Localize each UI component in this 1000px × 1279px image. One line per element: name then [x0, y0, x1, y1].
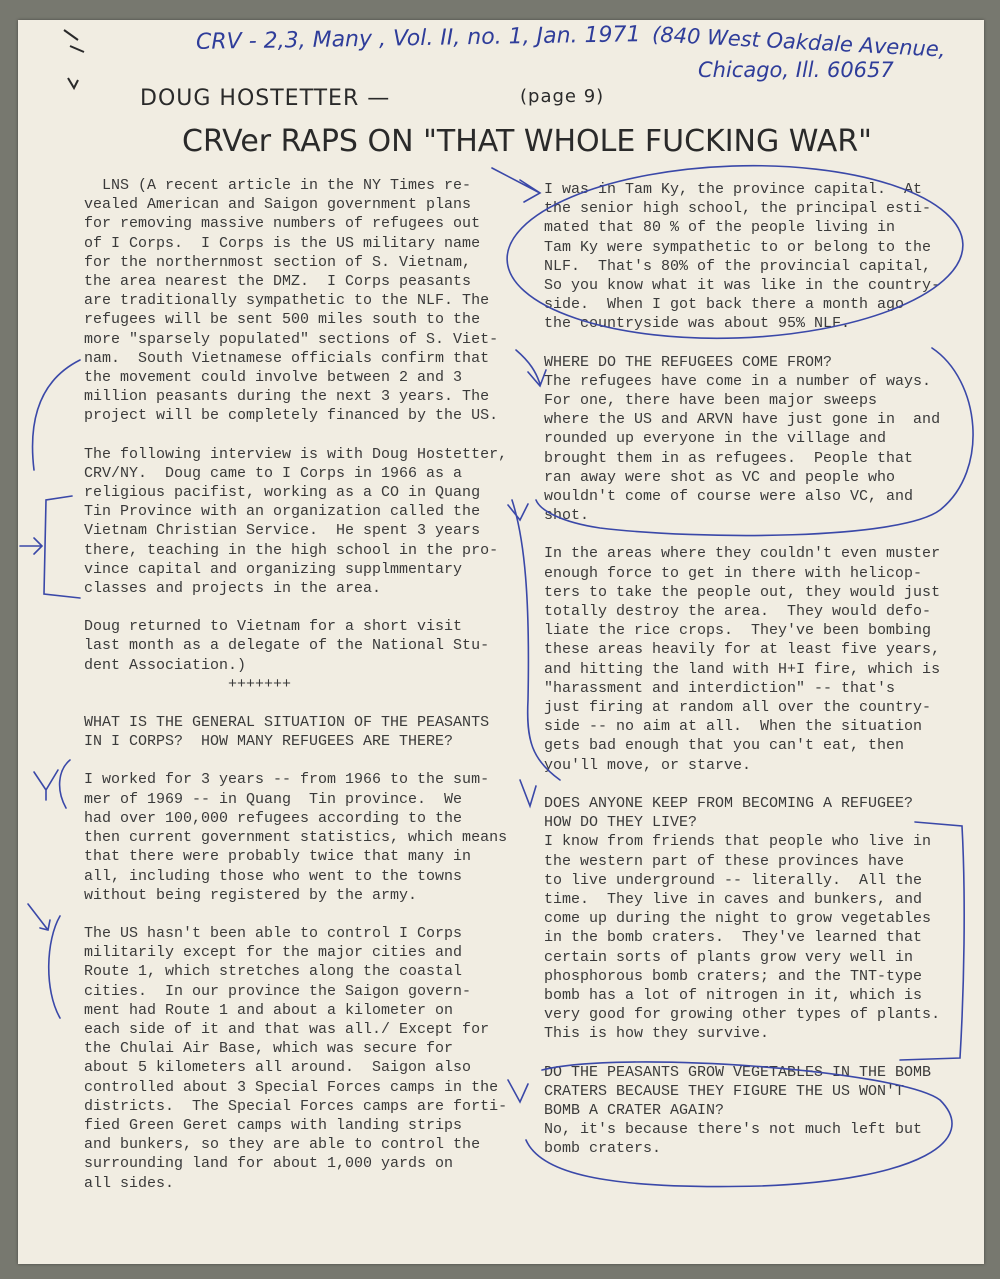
answer-general-situation: I worked for 3 years -- from 1966 to the sum- mer of 1969 -- in Quang Tin province. We had over 100,000 refugees according to the then current government statistics, which means that there were probably twice that many in all, including those who went to the towns without being registered by the army.: [84, 771, 508, 904]
intro-paragraph: LNS (A recent article in the NY Times re- vealed American and Saigon government plans for removing massive numbers of refugees out of I Corps. I Corps is the US military name for the northernmost section of S. Vietnam, the area nearest the DMZ. I Corps peasants are traditionally sympathetic to the NLF. The refugees will be sent 500 miles south to the more "sparsely populated" sections of S. Viet- nam. South Vietnamese officials confirm that the movement could involve between 2 and 3 million peasants during the next 3 years. The project will be completely financed by the US.: [84, 177, 499, 425]
right-column: [544, 180, 964, 1159]
page-note: (page 9): [520, 86, 605, 107]
left-column: [84, 176, 524, 1193]
answer-bomb-craters: No, it's because there's not much left but bomb craters.: [544, 1121, 923, 1158]
handwritten-address-line2: Chicago, Ill. 60657: [698, 58, 894, 82]
question-where-from: WHERE DO THE REFUGEES COME FROM?: [544, 353, 833, 371]
question-general-situation: WHAT IS THE GENERAL SITUATION OF THE PEASANTS IN I CORPS? HOW MANY REFUGEES ARE THERE?: [84, 714, 490, 751]
headline: CRVer RAPS ON "THAT WHOLE FUCKING WAR": [182, 124, 872, 159]
answer-live-underground: I know from friends that people who live in the western part of these provinces have to live underground -- literally. All the time. They live in caves and bunkers, and come up during the night to grow vegetables in the bomb craters. They've learned that certain sorts of plants grow very well in phosphorous bomb craters; and the TNT-type bomb has a lot of nitrogen in it, which is very good for growing other types of plants. This is how they survive.: [544, 833, 941, 1043]
question-keep-from-refugee: DOES ANYONE KEEP FROM BECOMING A REFUGEE? HOW DO THEY LIVE?: [544, 794, 914, 832]
tam-ky-paragraph: I was in Tam Ky, the province capital. At the senior high school, the principal esti- mated that 80 % of the people living in Tam Ky were sympathetic to or belong to the NLF. That's 80% of the provincial capital, So you know what it was like in the country- side. When I got back there a month ago the countryside was about 95% NLF.: [544, 181, 941, 333]
handwritten-address-line1: (840 West Oakdale Avenue,: [651, 22, 947, 62]
answer-destroy-area: In the areas where they couldn't even muster enough force to get in there with helicop- ters to take the people out, they would just totally destroy the area. They would defo- liate the rice crops. They've been bombing these areas heavily for at least five years, and hitting the land with H+I fire, which is "harassment and interdiction" -- that's just firing at random all over the country- side -- no aim at all. When the situation gets bad enough that you can't eat, then you'll move, or starve.: [544, 545, 941, 774]
handwritten-citation: CRV - 2,3, Many , Vol. II, no. 1, Jan. 1971: [195, 22, 641, 55]
answer-where-from: The refugees have come in a number of ways. For one, there have been major sweeps where the US and ARVN have just gone in and rounded up everyone in the village and brought them in as refugees. People that ran away were shot as VC and people who wouldn't come of course were also VC, and shot.: [544, 372, 941, 525]
question-bomb-craters: DO THE PEASANTS GROW VEGETABLES IN THE BOMB CRATERS BECAUSE THEY FIGURE THE US WON'T BOMB A CRATER AGAIN?: [544, 1063, 932, 1119]
separator: +++++++: [228, 675, 292, 693]
return-visit-paragraph: Doug returned to Vietnam for a short visit last month as a delegate of the National Stu- dent Association.): [84, 618, 490, 674]
interview-intro-paragraph: The following interview is with Doug Hostetter, CRV/NY. Doug came to I Corps in 1966 as a religious pacifist, working as a CO in Quang Tin Province with an organization called the Vietnam Christian Service. He spent 3 years there, teaching in the high school in the pro- vince capital and organizing supplmmentary classes and projects in the area.: [84, 445, 508, 598]
answer-us-control: The US hasn't been able to control I Corps militarily except for the major cities and Route 1, which stretches along the coastal cities. In our province the Saigon govern- ment had Route 1 and about a kilometer on each side of it and that was all./ Except for the Chulai Air Base, which was secure for about 5 kilometers all around. Saigon also controlled about 3 Special Forces camps in the districts. The Special Forces camps are forti- fied Green Geret camps with landing strips and bunkers, so they are able to control the surrounding land for about 1,000 yards on all sides.: [84, 924, 508, 1192]
author-name: DOUG HOSTETTER —: [140, 86, 391, 111]
